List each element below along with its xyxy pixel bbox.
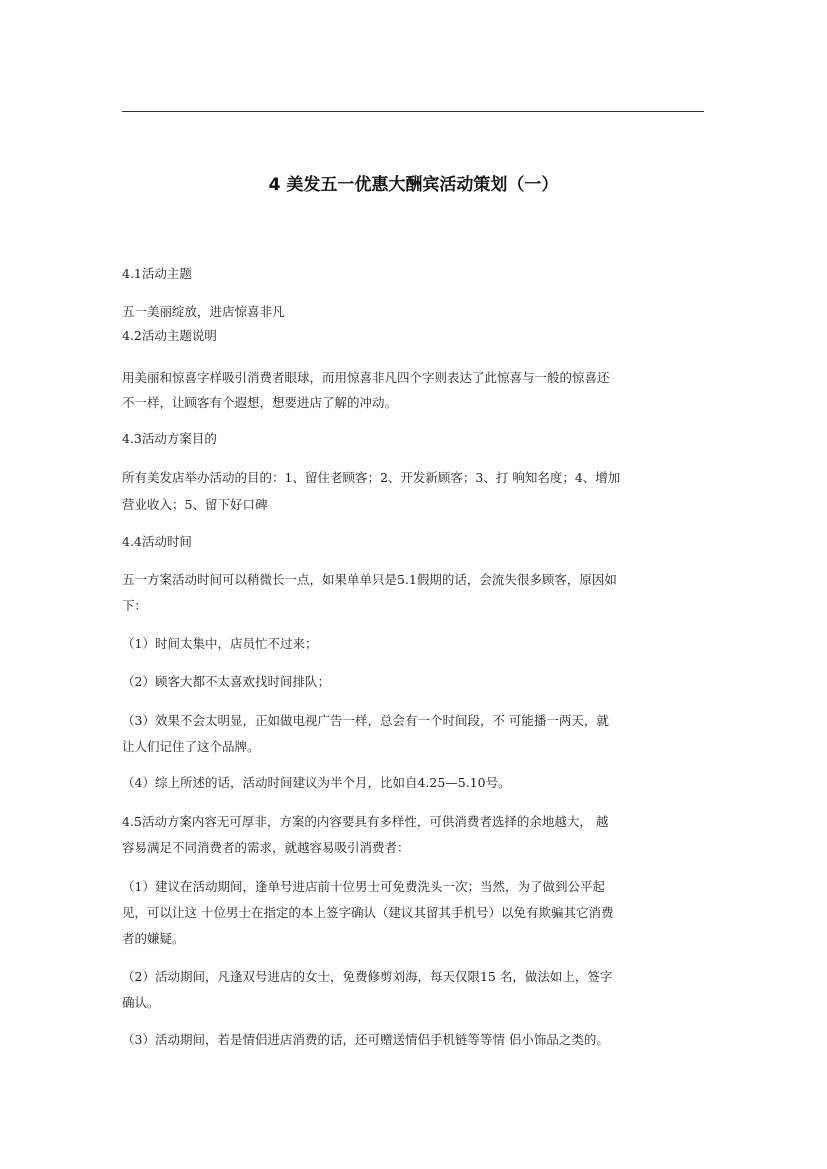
heading-4-2: 4.2活动主题说明 [122, 328, 217, 343]
paragraph-line: 容易满足不同消费者的需求，就越容易吸引消费者： [122, 840, 410, 855]
paragraph-line: 用美丽和惊喜字样吸引消费者眼球，而用惊喜非凡四个字则表达了此惊喜与一般的惊喜还 [122, 370, 610, 385]
header-rule [122, 111, 704, 112]
list-item: （3）活动期间，若是情侣进店消费的话，还可赠送情侣手机链等等情 侣小饰品之类的。 [122, 1032, 609, 1047]
paragraph-line: 下： [122, 598, 148, 613]
heading-4-1: 4.1活动主题 [122, 266, 192, 281]
list-item: （2）顾客大都不太喜欢找时间排队； [122, 674, 330, 689]
document-title: 4 美发五一优惠大酬宾活动策划（一） [268, 175, 559, 195]
paragraph-line: 营业收入；5、留下好口碑 [122, 497, 268, 512]
list-item-continuation: 见，可以让这 十位男士在指定的本上签字确认（建议其留其手机号）以免有欺骗其它消费 [122, 905, 614, 920]
list-item: （4）综上所述的话，活动时间建议为半个月，比如自4.25—5.10号。 [122, 775, 511, 790]
list-item: （2）活动期间，凡逢双号进店的女士，免费修剪刘海，每天仅限15 名，做法如上，签字 [122, 969, 613, 984]
paragraph-line: 五一美丽绽放，进店惊喜非凡 [122, 304, 285, 319]
list-item-continuation: 者的嫌疑。 [122, 931, 185, 946]
paragraph-line: 不一样，让顾客有个遐想，想要进店了解的冲动。 [122, 395, 398, 410]
list-item-continuation: 确认。 [122, 995, 160, 1010]
heading-4-4: 4.4活动时间 [122, 534, 192, 549]
paragraph-line: 五一方案活动时间可以稍微长一点，如果单单只是5.1假期的话，会流失很多顾客，原因如 [122, 572, 617, 587]
heading-4-3: 4.3活动方案目的 [122, 431, 217, 446]
list-item: （1）建议在活动期间，逢单号进店前十位男士可免费洗头一次；当然，为了做到公平起 [122, 879, 605, 894]
list-item: （1）时间太集中，店员忙不过来； [122, 636, 318, 651]
paragraph-line: 所有美发店举办活动的目的：1、留住老顾客；2、开发新顾客；3、打 响知名度；4、增加 [122, 470, 621, 485]
list-item-continuation: 让人们记住了这个品牌。 [122, 739, 260, 754]
list-item: （3）效果不会太明显，正如做电视广告一样，总会有一个时间段，不 可能播一两天，就 [122, 713, 609, 728]
heading-4-5: 4.5活动方案内容无可厚非，方案的内容要具有多样性，可供消费者选择的余地越大， 越 [122, 814, 609, 829]
